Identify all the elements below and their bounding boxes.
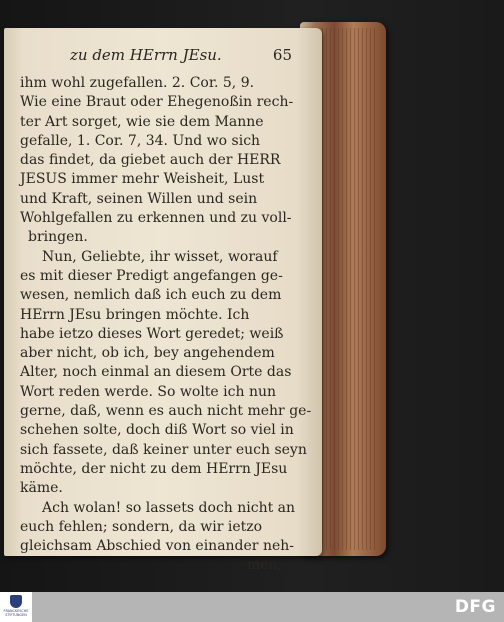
text-line: Wohlgefallen zu erkennen und zu voll- bbox=[20, 210, 292, 227]
viewer-footer-bar bbox=[0, 592, 504, 622]
text-line: Ach wolan! so lassets doch nicht an bbox=[42, 499, 296, 516]
text-line: Alter, noch einmal an diesem Orte das bbox=[20, 364, 292, 381]
crest-icon bbox=[10, 595, 22, 608]
page-header bbox=[34, 46, 294, 70]
text-line: gefalle, 1. Cor. 7, 34. Und wo sich bbox=[20, 132, 261, 149]
page-number: 65 bbox=[272, 46, 292, 64]
text-line: gerne, daß, wenn es auch nicht mehr ge- bbox=[20, 403, 312, 420]
text-line: das findet, da giebet auch der HERR bbox=[20, 152, 281, 169]
text-line: sich fassete, daß keiner unter euch seyn bbox=[20, 441, 307, 458]
text-line: habe ietzo dieses Wort geredet; weiß bbox=[20, 325, 284, 342]
text-line: schehen solte, doch diß Wort so viel in bbox=[20, 422, 294, 439]
text-line: bringen. bbox=[28, 229, 88, 246]
dfg-logo[interactable]: DFG bbox=[454, 597, 496, 617]
book-page bbox=[4, 28, 322, 574]
franckesche-stiftungen-logo[interactable] bbox=[0, 592, 32, 622]
text-line: gleichsam Abschied von einander neh- bbox=[20, 538, 294, 555]
page-edge-lines bbox=[322, 28, 378, 550]
text-line: HErrn JEsu bringen möchte. Ich bbox=[20, 306, 250, 323]
text-line: Wort reden werde. So wolte ich nun bbox=[20, 383, 276, 400]
text-line: aber nicht, ob ich, bey angehendem bbox=[20, 345, 275, 362]
logo-text: FRANCKESCHE STIFTUNGEN bbox=[3, 609, 29, 617]
text-line: wesen, nemlich daß ich euch zu dem bbox=[20, 287, 282, 304]
running-head: zu dem HErrn JEsu. bbox=[70, 46, 222, 64]
text-line: ihm wohl zugefallen. 2. Cor. 5, 9. bbox=[20, 75, 255, 91]
body-text bbox=[20, 74, 312, 576]
text-line: men, bbox=[246, 557, 282, 574]
text-line: möchte, der nicht zu dem HErrn JEsu bbox=[20, 460, 288, 477]
text-line: JESUS immer mehr Weisheit, Lust bbox=[20, 171, 265, 188]
text-line: und Kraft, seinen Willen und sein bbox=[20, 190, 258, 207]
text-line: Wie eine Braut oder Ehegenoßin rech- bbox=[20, 94, 294, 111]
text-line: käme. bbox=[20, 480, 63, 497]
text-line: euch fehlen; sondern, da wir ietzo bbox=[20, 518, 263, 535]
text-line: Nun, Geliebte, ihr wisset, worauf bbox=[42, 248, 278, 265]
text-line: es mit dieser Predigt angefangen ge- bbox=[20, 267, 283, 284]
text-line: ter Art sorget, wie sie dem Manne bbox=[20, 113, 264, 130]
